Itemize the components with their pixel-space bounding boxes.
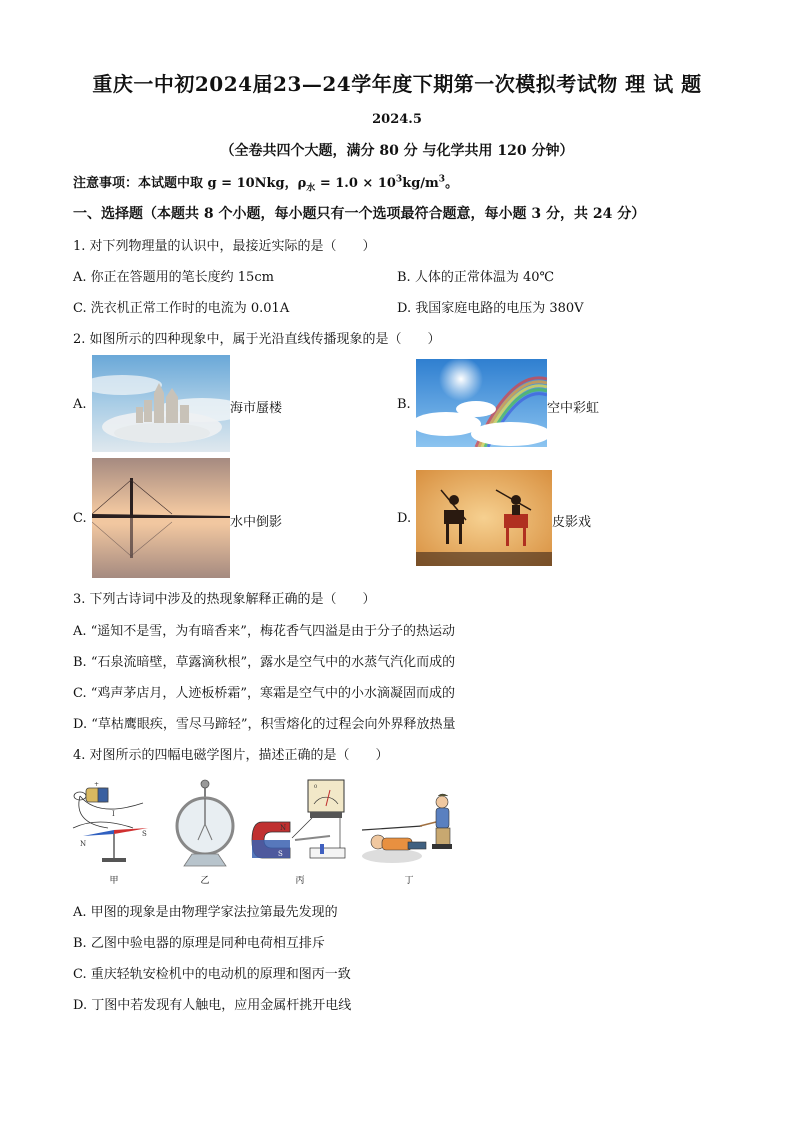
q3-option-c: C. “鸡声茅店月，人迹板桥霜”，寒霜是空气中的小水滴凝固而成的 xyxy=(73,686,456,701)
q4-option-c: C. 重庆轻轨安检机中的电动机的原理和图丙一致 xyxy=(73,967,351,982)
svg-text:I: I xyxy=(112,810,115,818)
q2-caption-d: 皮影戏 xyxy=(552,515,592,530)
svg-text:0: 0 xyxy=(314,784,318,790)
q4-option-a: A. 甲图的现象是由物理学家法拉第最先发现的 xyxy=(73,905,338,920)
q1-option-c: C. 洗衣机正常工作时的电流为 0.01A xyxy=(73,301,290,316)
q2-caption-b: 空中彩虹 xyxy=(547,401,600,416)
shadow-play-image xyxy=(416,470,552,566)
q4-option-b: B. 乙图中验电器的原理是同种电荷相互排斥 xyxy=(73,936,325,951)
reflection-image xyxy=(92,458,230,578)
q2-option-b-letter: B. xyxy=(397,397,411,412)
svg-text:N: N xyxy=(280,824,287,832)
figure-ding-electric-shock xyxy=(362,790,457,868)
q2-stem: 2. 如图所示的四种现象中，属于光沿直线传播现象的是（ ） xyxy=(73,332,441,347)
figure-jia-oersted xyxy=(68,778,160,868)
notice-label: 注意事项： xyxy=(73,176,139,191)
section-heading: 一、选择题（本题共 8 个小题，每小题只有一个选项最符合题意，每小题 3 分，共 24 分） xyxy=(73,206,646,222)
q3-option-a: A. “遥知不是雪，为有暗香来”，梅花香气四溢是由于分子的热运动 xyxy=(73,624,455,639)
figure-label-yi: 乙 xyxy=(200,876,210,886)
q3-option-b: B. “石泉流暗壁，草露滴秋根”，露水是空气中的水蒸气汽化而成的 xyxy=(73,655,456,670)
q2-caption-a: 海市蜃楼 xyxy=(230,401,283,416)
figure-label-bing: 丙 xyxy=(295,876,305,886)
q4-stem: 4. 对图所示的四幅电磁学图片，描述正确的是（ ） xyxy=(73,748,389,763)
q4-option-d: D. 丁图中若发现有人触电，应用金属杆挑开电线 xyxy=(73,998,352,1013)
exam-scope: （全卷共四个大题，满分 80 分 与化学共用 120 分钟） xyxy=(220,143,574,159)
rainbow-image xyxy=(416,359,547,447)
q3-option-d: D. “草枯鹰眼疾，雪尽马蹄轻”，积雪熔化的过程会向外界释放热量 xyxy=(73,717,456,732)
mirage-image xyxy=(92,355,230,452)
page-title: 重庆一中初2024届23—24学年度下期第一次模拟考试物 理 试 题 xyxy=(92,72,702,96)
notice-text: 本试题中取 g = 10Nkg，$\rho_水 = 1.0 \times 10^3kg/m^3$。 xyxy=(138,174,459,194)
svg-text:N: N xyxy=(80,840,87,848)
q2-option-c-letter: C. xyxy=(73,511,87,526)
figure-label-ding: 丁 xyxy=(404,876,414,886)
figure-bing-generator xyxy=(250,778,350,870)
notice xyxy=(73,172,458,194)
q1-option-d: D. 我国家庭电路的电压为 380V xyxy=(397,301,584,316)
q3-stem: 3. 下列古诗词中涉及的热现象解释正确的是（ ） xyxy=(73,592,376,607)
q1-option-a: A. 你正在答题用的笔长度约 15cm xyxy=(73,270,274,285)
svg-text:S: S xyxy=(142,830,147,838)
q2-option-d-letter: D. xyxy=(397,511,412,526)
exam-date: 2024.5 xyxy=(372,112,422,127)
svg-text:S: S xyxy=(278,850,283,858)
q1-stem: 1. 对下列物理量的认识中，最接近实际的是（ ） xyxy=(73,239,376,254)
svg-text:+: + xyxy=(94,781,100,788)
q2-option-a-letter: A. xyxy=(73,397,87,412)
q2-caption-c: 水中倒影 xyxy=(230,515,283,530)
q1-option-b: B. 人体的正常体温为 40℃ xyxy=(397,270,555,285)
figure-label-jia: 甲 xyxy=(109,876,119,886)
figure-yi-electroscope xyxy=(170,778,240,870)
